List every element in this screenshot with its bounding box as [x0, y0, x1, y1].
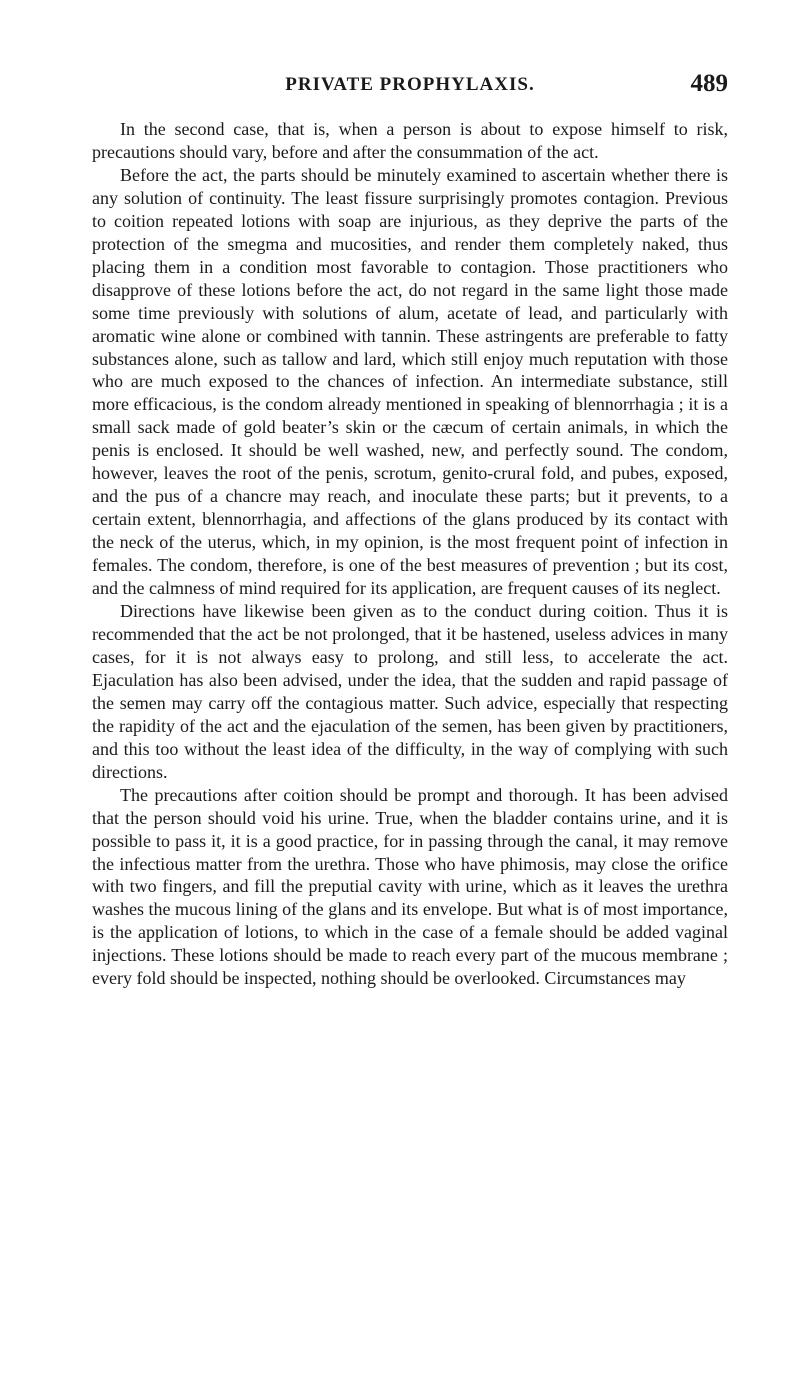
paragraph: Directions have likewise been given as to the conduct during coition. Thus it is recommended that the act be not prolonged, that it be hastened, useless advices in many cases, for it is not always easy to prolong, and still less, to accelerate the act. Ejaculation has also been advised, under the idea, that the sudden and rapid passage of the semen may carry off the contagious matter. Such advice, especially that respecting the rapidity of the act and the ejaculation of the semen, has been given by practitioners, and this too without the least idea of the difficulty, in the way of complying with such directions. — [92, 601, 728, 782]
paragraph: In the second case, that is, when a person is about to expose himself to risk, precautions should vary, before and after the consummation of the act. — [92, 119, 728, 162]
page-number: 489 — [690, 70, 728, 97]
running-title: PRIVATE PROPHYLAXIS. — [285, 74, 535, 95]
paragraph: The precautions after coition should be prompt and thorough. It has been advised that the person should void his urine. True, when the bladder contains urine, and it is possible to pass it, it is a good practice, for in passing through the canal, it may remove the infectious matter from the urethra. Those who have phimosis, may close the orifice with two fingers, and fill the preputial cavity with urine, which as it leaves the urethra washes the mucous lining of the glans and its envelope. But what is of most importance, is the application of lotions, to which in the case of a female should be added vaginal injections. These lotions should be made to reach every part of the mucous membrane ; every fold should be inspected, nothing should be overlooked. Circumstances may — [92, 784, 728, 989]
running-head — [92, 70, 728, 108]
body-text — [92, 118, 728, 990]
paragraph: Before the act, the parts should be minutely examined to ascertain whether there is any solution of continuity. The least fissure surprisingly promotes contagion. Previous to coition repeated lotions with soap are injurious, as they deprive the parts of the protection of the smegma and mucosities, and render them completely naked, thus placing them in a condition most favorable to contagion. Those practitioners who disapprove of these lotions before the act, do not regard in the same light those made some time previously with solutions of alum, acetate of lead, and particularly with aromatic wine alone or combined with tannin. These astringents are preferable to fatty substances alone, such as tallow and lard, which still enjoy much reputation with those who are much exposed to the chances of infection. An intermediate substance, still more efficacious, is the condom already mentioned in speaking of blennorrhagia ; it is a small sack made of gold beater’s skin or the cæcum of certain animals, in which the penis is enclosed. It should be well washed, new, and perfectly sound. The condom, however, leaves the root of the penis, scrotum, genito-crural fold, and pubes, exposed, and the pus of a chancre may reach, and inoculate these parts; but it prevents, to a certain extent, blennorrhagia, and affections of the glans produced by its contact with the neck of the uterus, which, in my opinion, is the most frequent point of infection in females. The condom, therefore, is one of the best measures of prevention ; but its cost, and the calmness of mind required for its application, are frequent causes of its neglect. — [92, 164, 728, 599]
